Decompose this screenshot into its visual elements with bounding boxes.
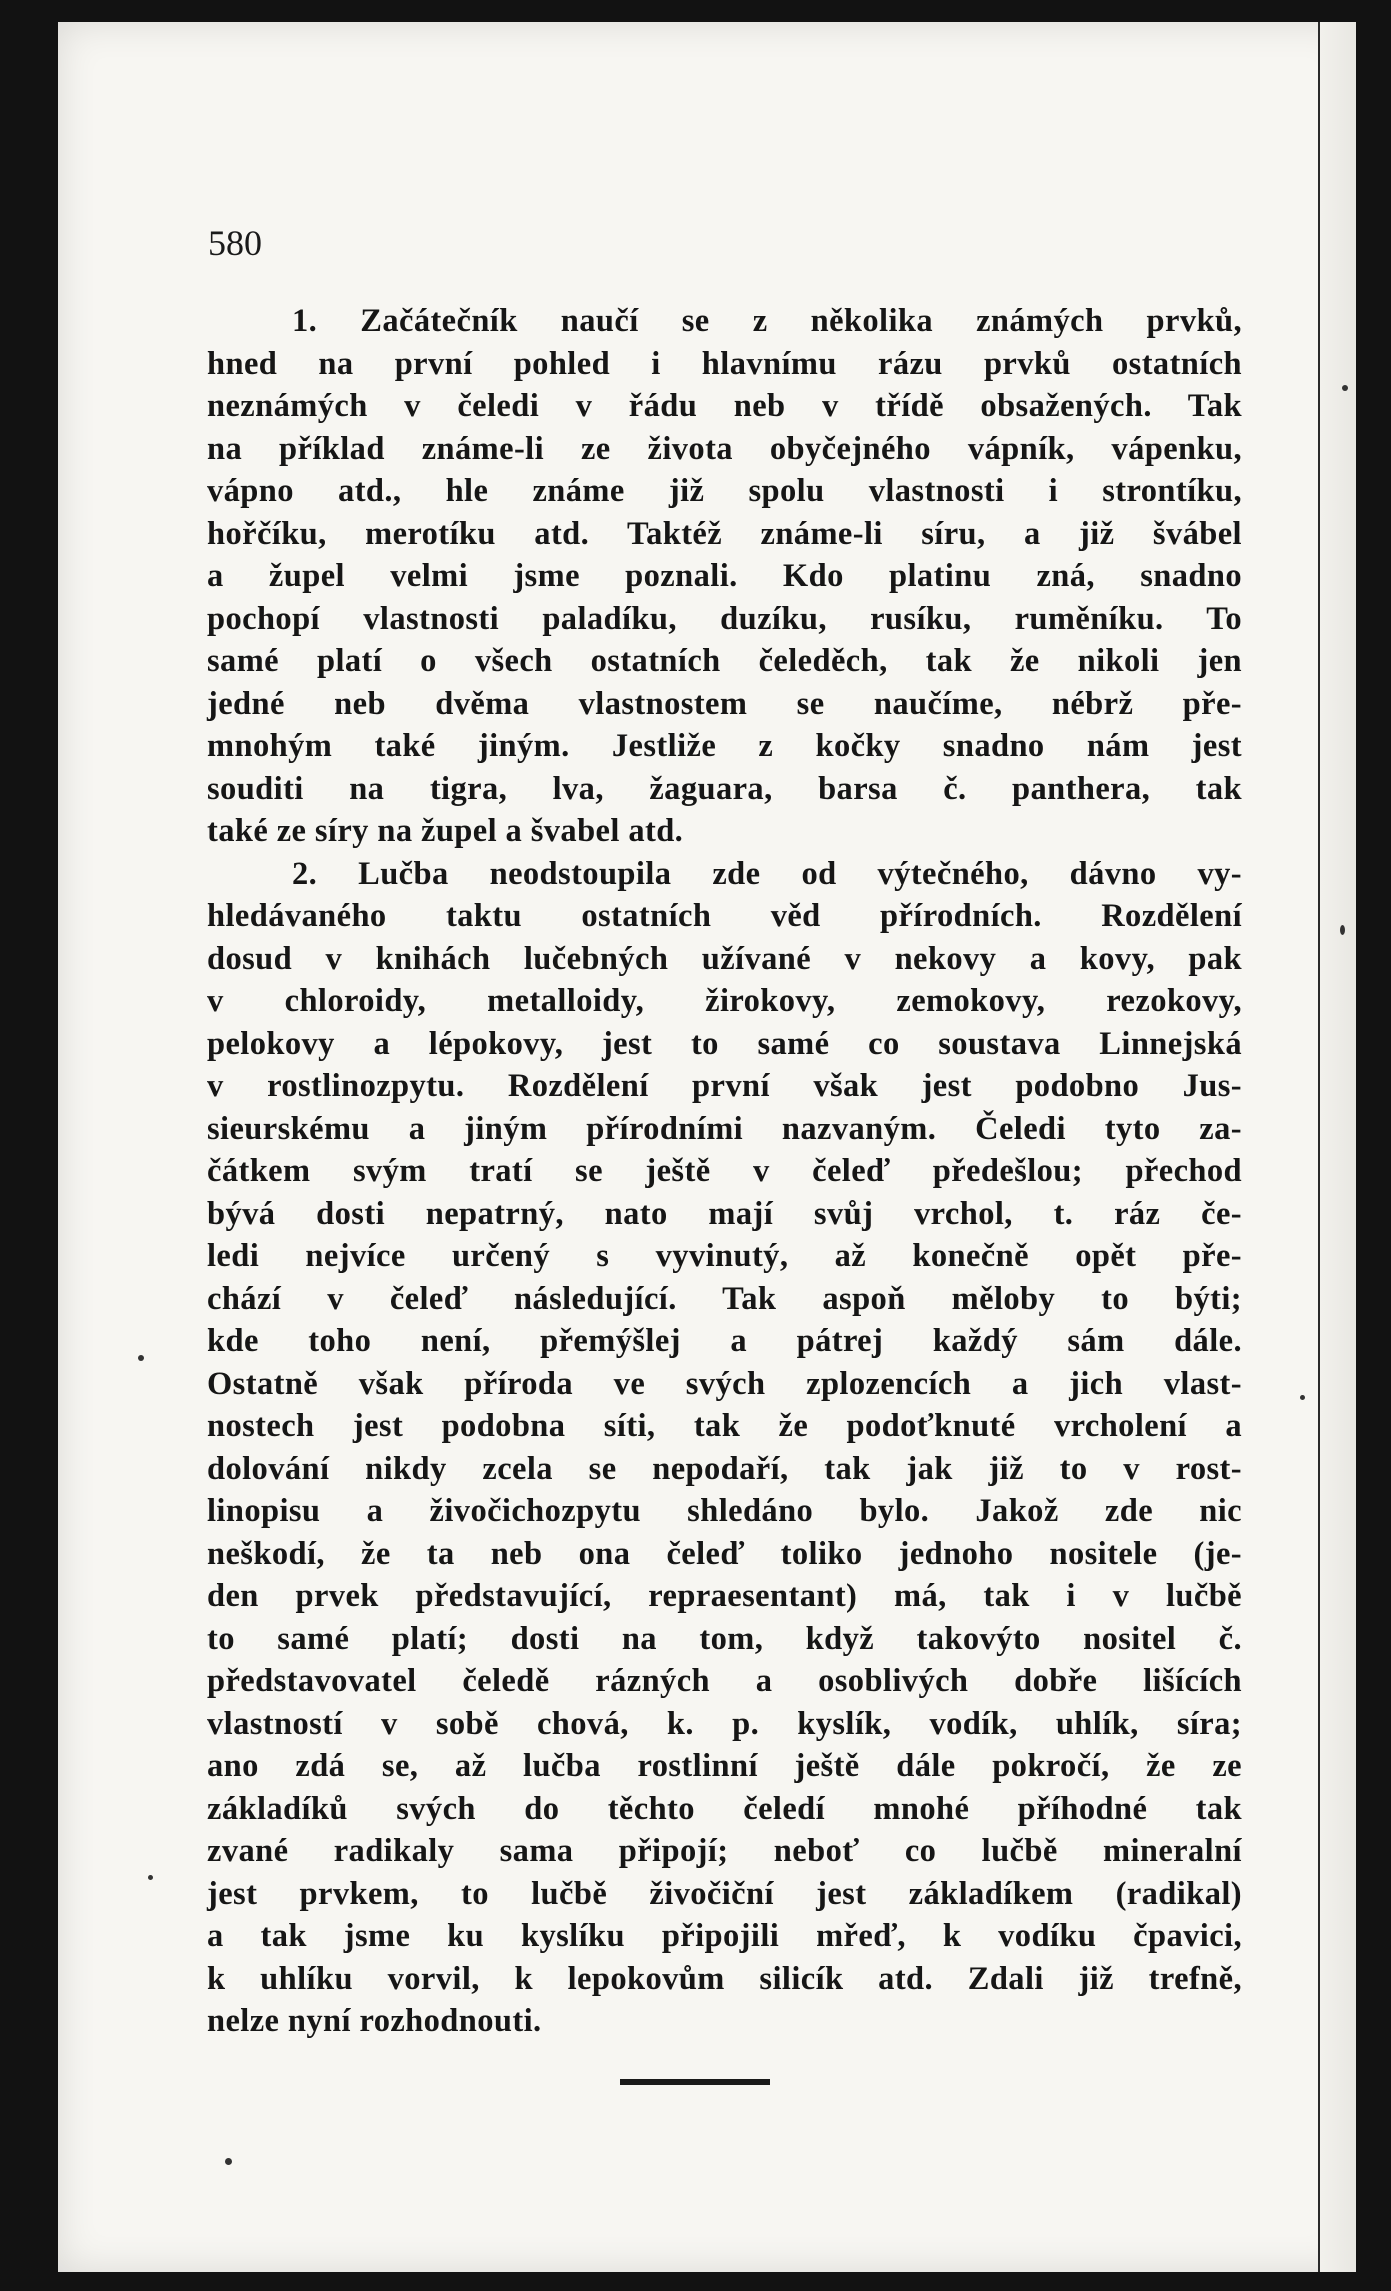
text-line: 1. Začátečník naučí se z několika známých prvků, bbox=[292, 303, 1242, 339]
text-line: 2. Lučba neodstoupila zde od výtečného, dávno vy- bbox=[292, 855, 1242, 892]
text-line: základíků svých do těchto čeledí mnohé příhodné tak bbox=[207, 1790, 1242, 1827]
page-number: 580 bbox=[208, 223, 262, 263]
body-text bbox=[207, 300, 1242, 2043]
text-line: na příklad známe-li ze života obyčejného vápník, vápenku, bbox=[207, 430, 1242, 467]
text-line: k uhlíku vorvil, k lepokovům silicík atd. Zdali již trefně, bbox=[207, 1960, 1242, 1997]
scan-speck bbox=[1340, 925, 1345, 935]
text-line: vlastností v sobě chová, k. p. kyslík, vodík, uhlík, síra; bbox=[207, 1705, 1242, 1742]
text-line: pochopí vlastnosti paladíku, duzíku, rusíku, ruměníku. To bbox=[207, 600, 1242, 637]
text-line: a župel velmi jsme poznali. Kdo platinu zná, snadno bbox=[207, 558, 1242, 594]
text-line: dolování nikdy zcela se nepodaří, tak jak již to v rost- bbox=[207, 1450, 1242, 1487]
text-line: nostech jest podobna síti, tak že podoťknuté vrcholení a bbox=[207, 1408, 1242, 1444]
closing-rule bbox=[620, 2079, 770, 2085]
scan-speck bbox=[1300, 1395, 1305, 1400]
text-line: samé platí o všech ostatních čeleděch, tak že nikoli jen bbox=[207, 643, 1242, 679]
text-line: sieurskému a jiným přírodními nazvaným. Čeledi tyto za- bbox=[207, 1110, 1242, 1147]
text-line: ano zdá se, až lučba rostlinní ještě dále pokročí, že ze bbox=[207, 1748, 1242, 1784]
text-line: představovatel čeledě rázných a osoblivých dobře lišících bbox=[207, 1663, 1242, 1699]
text-line: to samé platí; dosti na tom, když takovýto nositel č. bbox=[207, 1620, 1242, 1657]
scan-speck bbox=[1342, 385, 1348, 391]
text-line: den prvek představující, repraesentant) má, tak i v lučbě bbox=[207, 1578, 1242, 1614]
text-line: mnohým také jiným. Jestliže z kočky snadno nám jest bbox=[207, 728, 1242, 764]
text-line: souditi na tigra, lva, žaguara, barsa č. panthera, tak bbox=[207, 770, 1242, 807]
text-line: také ze síry na župel a švabel atd. bbox=[207, 813, 684, 849]
scan-speck bbox=[225, 2158, 232, 2165]
scan-speck bbox=[148, 1875, 153, 1880]
text-line: kde toho není, přemýšlej a pátrej každý sám dále. bbox=[207, 1323, 1242, 1359]
text-line: hledávaného taktu ostatních věd přírodních. Rozdělení bbox=[207, 898, 1242, 934]
text-line: pelokovy a lépokovy, jest to samé co soustava Linnejská bbox=[207, 1025, 1242, 1062]
text-line: vápno atd., hle známe již spolu vlastnosti i strontíku, bbox=[207, 473, 1242, 509]
text-line: chází v čeleď následující. Tak aspoň měloby to býti; bbox=[207, 1280, 1242, 1317]
text-line: zvané radikaly sama připojí; neboť co lučbě mineralní bbox=[207, 1833, 1242, 1869]
text-line: a tak jsme ku kyslíku připojili mřeď, k vodíku čpavici, bbox=[207, 1918, 1242, 1954]
text-line: bývá dosti nepatrný, nato mají svůj vrchol, t. ráz če- bbox=[207, 1195, 1242, 1232]
text-line: jest prvkem, to lučbě živočiční jest základíkem (radikal) bbox=[207, 1875, 1242, 1912]
text-line: čátkem svým tratí se ještě v čeleď předešlou; přechod bbox=[207, 1153, 1242, 1189]
page-edge bbox=[1318, 22, 1356, 2272]
text-line: neškodí, že ta neb ona čeleď toliko jednoho nositele (je- bbox=[207, 1535, 1242, 1572]
text-line: ledi nejvíce určený s vyvinutý, až konečně opět pře- bbox=[207, 1238, 1242, 1274]
text-line: jedné neb dvěma vlastnostem se naučíme, nébrž pře- bbox=[207, 685, 1242, 722]
text-line: hned na první pohled i hlavnímu rázu prvků ostatních bbox=[207, 345, 1242, 382]
text-line: nelze nyní rozhodnouti. bbox=[207, 2003, 542, 2039]
text-line: Ostatně však příroda ve svých zplozencích a jich vlast- bbox=[207, 1365, 1242, 1402]
scan-speck bbox=[138, 1355, 144, 1361]
text-line: hořčíku, merotíku atd. Taktéž známe-li síru, a již švábel bbox=[207, 515, 1242, 552]
text-line: linopisu a živočichozpytu shledáno bylo. Jakož zde nic bbox=[207, 1493, 1242, 1529]
text-line: dosud v knihách lučebných užívané v nekovy a kovy, pak bbox=[207, 940, 1242, 977]
text-line: v chloroidy, metalloidy, žirokovy, zemokovy, rezokovy, bbox=[207, 983, 1242, 1019]
text-line: v rostlinozpytu. Rozdělení první však jest podobno Jus- bbox=[207, 1068, 1242, 1104]
text-line: neznámých v čeledi v řádu neb v třídě obsažených. Tak bbox=[207, 388, 1242, 424]
